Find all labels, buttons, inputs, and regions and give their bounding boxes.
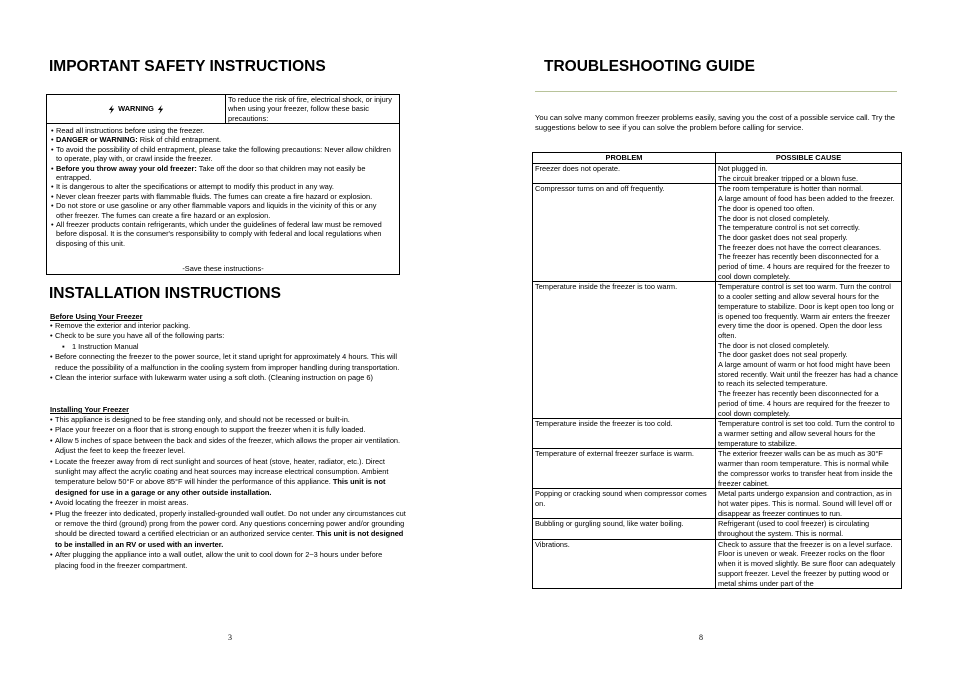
cause-line: Temperature control is set too cold. Turn the control to a warmer setting and allow several hours for the temperature to stabilize. (718, 419, 895, 448)
problem-cell: Temperature of external freezer surface is warm. (533, 449, 716, 489)
installation-title: INSTALLATION INSTRUCTIONS (49, 285, 281, 302)
safety-item-emphasis: Before you throw away your old freezer: (56, 163, 197, 173)
list-item (50, 436, 406, 457)
parts-item (62, 342, 406, 352)
table-row (533, 282, 902, 419)
safety-item-text: Never clean freezer parts with flammable fluids. The fumes can create a fire hazard or explosion. (56, 191, 373, 201)
cause-line: Metal parts undergo expansion and contraction, as in hot water pipes. This is normal. Sound will level off or disappear as freezer continues to run. (718, 489, 892, 518)
cause-line: The freezer does not have the correct clearances. (718, 242, 882, 252)
cause-line: The room temperature is hotter than normal. (718, 184, 864, 194)
safety-item-text: Do not store or use gasoline or any other flammable vapors and liquids in the vicinity of this or any other freezer. The fumes can create a fire hazard or an explosion. (56, 201, 377, 220)
cause-line: Floor is uneven or weak. Freezer rocks on the floor when it is moved slightly. Be sure floor can adequately support freezer. Level the freezer by putting wood or metal shims under part of the (718, 549, 896, 588)
warning-header (47, 95, 399, 124)
list-item (50, 550, 406, 571)
cause-cell (716, 282, 902, 419)
list-item (50, 415, 406, 425)
problem-cell: Temperature inside the freezer is too cold. (533, 419, 716, 449)
safety-list (51, 126, 395, 248)
cause-cell (716, 184, 902, 282)
cause-line: Refrigerant (used to cool freezer) is circulating throughout the system. This is normal. (718, 519, 870, 539)
list-item (50, 321, 406, 331)
safety-item (51, 192, 395, 201)
list-item-text: 1 Instruction Manual (72, 341, 139, 351)
list-item (50, 425, 406, 435)
cause-line: A large amount of food has been added to the freezer. (718, 194, 895, 204)
list-item-emphasis: This unit is not designed to be installed in an RV or used with an inverter. (55, 529, 404, 549)
warning-label-cell (47, 95, 226, 123)
list-item (50, 498, 406, 508)
cause-line: A large amount of warm or hot food might have been stored recently. Wait until the freezer has had a chance to reach its selected temperature. (718, 360, 898, 389)
list-item-text: After plugging the appliance into a wall outlet, allow the unit to cool down for 2~3 hours under before placing food in the freezer compartment. (55, 550, 383, 570)
list-item-text: Place your freezer on a floor that is strong enough to support the freezer when it is fully loaded. (55, 425, 366, 435)
list-item-text: Avoid locating the freezer in moist areas. (55, 498, 189, 508)
list-item-text: Locate the freezer away from di rect sunlight and sources of heat (stove, heater, radiator, etc.). Direct sunlight may affect the acrylic coating and heat sources may increase electrical consumption. Ambient temperature below 50°F or above 85°F will hinder the performance of this appliance. (55, 456, 389, 487)
before-using-heading: Before Using Your Freezer (50, 312, 143, 321)
safety-item (51, 164, 395, 183)
table-row (533, 539, 902, 589)
problem-cell: Bubbling or gurgling sound, like water boiling. (533, 519, 716, 539)
safety-item-emphasis: DANGER or WARNING: (56, 135, 138, 145)
troubleshooting-title: TROUBLESHOOTING GUIDE (544, 58, 755, 75)
safety-item (51, 220, 395, 248)
cause-line: The exterior freezer walls can be as much as 30°F warmer than room temperature. This is normal while the compressor works to transfer heat from inside the freezer cabinet. (718, 449, 893, 488)
page-number-right: 8 (699, 633, 703, 642)
warning-intro: To reduce the risk of fire, electrical shock, or injury when using your freezer, follow these basic precautions: (228, 95, 392, 123)
problem-cell: Freezer does not operate. (533, 164, 716, 184)
before-using-list (50, 321, 406, 383)
table-row (533, 489, 902, 519)
table-row (533, 184, 902, 282)
installing-heading: Installing Your Freezer (50, 405, 129, 414)
header-possible-cause: POSSIBLE CAUSE (716, 153, 902, 164)
safety-item-text: To avoid the possibility of child entrapment, please take the following precautions: Never allow children to operate, play with, or crawl inside the freezer. (56, 144, 391, 164)
cause-line: The door is not closed completely. (718, 213, 830, 223)
troubleshooting-table (532, 152, 902, 589)
cause-line: Check to assure that the freezer is on a level surface. (718, 539, 893, 549)
table-row (533, 164, 902, 184)
safety-item (51, 126, 395, 135)
cause-line: Temperature control is set too warm. Turn the control to a cooler setting and allow several hours for the temperature to stabilize. Door is kept open too long or is opened too frequently. Warm air enters the freezer every time the door is opened. Open the door less often. (718, 282, 894, 340)
list-item-text: Allow 5 inches of space between the back and sides of the freezer, which allows the proper air ventilation. Adjust the feet to keep the freezer level. (55, 435, 401, 456)
cause-cell (716, 519, 902, 539)
safety-item (51, 145, 395, 164)
safety-item-text: It is dangerous to alter the specifications or attempt to modify this product in any way. (56, 182, 334, 192)
title-divider (535, 91, 897, 92)
list-item-text: This appliance is designed to be free standing only, and should not be recessed or built-in. (55, 415, 350, 424)
installing-list (50, 415, 406, 571)
cause-line: The door gasket does not seal properly. (718, 350, 848, 360)
safety-title: IMPORTANT SAFETY INSTRUCTIONS (49, 58, 326, 75)
safety-item-text: Risk of child entrapment. (137, 135, 222, 145)
cause-cell (716, 539, 902, 589)
lightning-icon (156, 105, 165, 114)
safety-item-text: Take off the door so that children may not easily be entrapped. (56, 163, 366, 183)
problem-cell: Temperature inside the freezer is too warm. (533, 282, 716, 419)
cause-line: Not plugged in. (718, 164, 768, 173)
list-item-text: Clean the interior surface with lukewarm water using a soft cloth. (Cleaning instruction on page 6) (55, 373, 373, 383)
list-item (50, 352, 406, 373)
problem-cell: Popping or cracking sound when compressor comes on. (533, 489, 716, 519)
table-row (533, 449, 902, 489)
page-number-left: 3 (228, 633, 232, 642)
safety-item-text: Read all instructions before using the freezer. (56, 126, 205, 135)
cause-cell (716, 419, 902, 449)
cause-line: The freezer has recently been disconnected for a period of time. 4 hours are required for the freezer to cool down completely. (718, 389, 890, 418)
cause-line: The freezer has recently been disconnected for a period of time. 4 hours are required for the freezer to cool down completely. (718, 252, 890, 281)
list-item-text: Before connecting the freezer to the power source, let it stand upright for approximately 4 hours. This will reduce the possibility of a malfunction in the cooling system from improper handling during transportation. (55, 352, 400, 372)
table-header-row (533, 153, 902, 164)
warning-label: WARNING (118, 104, 154, 113)
list-item (50, 331, 406, 341)
safety-item (51, 135, 395, 144)
safety-item (51, 201, 395, 220)
cause-line: The door is opened too often. (718, 203, 815, 213)
list-item-text: Remove the exterior and interior packing. (55, 321, 191, 330)
safety-item (51, 182, 395, 191)
list-item (50, 373, 406, 383)
lightning-icon (107, 105, 116, 114)
list-item (50, 509, 406, 551)
cause-line: The door is not closed completely. (718, 340, 830, 350)
cause-cell (716, 449, 902, 489)
list-item-emphasis: This unit is not designed for use in a garage or any other outside installation. (55, 477, 386, 497)
header-problem: PROBLEM (533, 153, 716, 164)
list-item (50, 457, 406, 499)
cause-cell (716, 164, 902, 184)
problem-cell: Vibrations. (533, 539, 716, 589)
list-item-text: Plug the freezer into dedicated, properly installed-grounded wall outlet. Do not under any circumstances cut or remove the third (ground) prong from the power cord. Any questions concerning power and/or grounding should be directed toward a certified electrician or an authorized service center. (55, 508, 406, 539)
cause-cell (716, 489, 902, 519)
cause-line: The door gasket does not seal properly. (718, 232, 848, 242)
troubleshooting-intro: You can solve many common freezer problems easily, saving you the cost of a possible service call. Try the suggestions below to see if you can solve the problem before calling for service. (535, 113, 896, 132)
warning-box (46, 94, 400, 275)
save-instructions-note: -Save these instructions- (182, 264, 264, 273)
cause-line: The temperature control is not set correctly. (718, 223, 860, 233)
table-row (533, 419, 902, 449)
problem-cell: Compressor turns on and off frequently. (533, 184, 716, 282)
list-item-text: Check to be sure you have all of the following parts: (55, 331, 225, 341)
table-row (533, 519, 902, 539)
cause-line: The circuit breaker tripped or a blown fuse. (718, 173, 859, 183)
safety-item-text: All freezer products contain refrigerants, which under the guidelines of federal law must be removed before disposal. It is the consumer's responsibility to comply with federal and local regulations when disposing of this unit. (56, 220, 382, 248)
